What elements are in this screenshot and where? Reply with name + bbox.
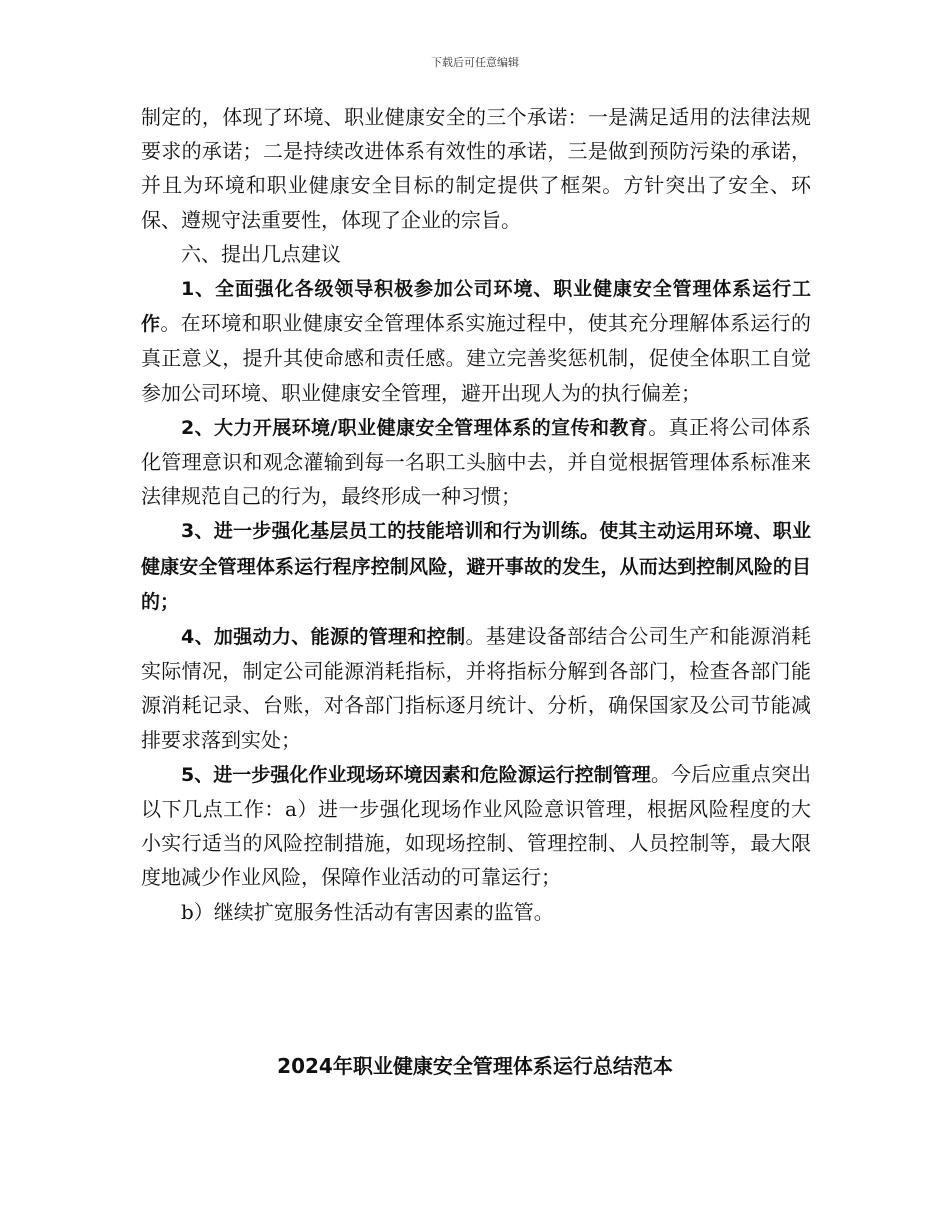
suggestion-4 <box>141 619 811 757</box>
page-header: 下载后可任意编辑 <box>431 56 519 69</box>
suggestion-5-title: 5、进一步强化作业现场环境因素和危险源运行控制管理 <box>181 763 651 786</box>
suggestion-5-item-b: b）继续扩宽服务性活动有害因素的监管。 <box>181 899 554 924</box>
suggestion-5-text: 。今后应重点突出以下几点工作：a）进一步强化现场作业风险意识管理，根据风险程度的大小实行适当的风险控制措施，如现场控制、管理控制、人员控制等，最大限度地减少作业风险，保障作业活动的可靠运行； <box>141 761 811 890</box>
suggestion-3-title: 3、进一步强化基层员工的技能培训和行为训练。使其主动运用环境、职业健康安全管理体系运行程序控制风险，避开事故的发生，从而达到控制风险的目的； <box>141 520 811 613</box>
suggestion-1-title: 1、全面强化各级领导积极参加公司环境、职业健康安全管理体系运行工作 <box>141 278 811 336</box>
suggestion-1 <box>141 271 811 410</box>
suggestion-4-title: 4、加强动力、能源的管理和控制 <box>181 626 466 649</box>
suggestion-2-title: 2、大力开展环境/职业健康安全管理体系的宣传和教育 <box>181 416 649 439</box>
suggestion-2-text: 。真正将公司体系化管理意识和观念灌输到每一名职工头脑中去，并自觉根据管理体系标准来法律规范自己的行为，最终形成一种习惯； <box>141 414 811 509</box>
section-heading-suggestions: 六、提出几点建议 <box>181 241 341 266</box>
paragraph-policy-continuation: 制定的，体现了环境、职业健康安全的三个承诺：一是满足适用的法律法规要求的承诺；二是持续改进体系有效性的承诺，三是做到预防污染的承诺，并且为环境和职业健康安全目标的制定提供了框架。方针突出了安全、环保、遵规守法重要性，体现了企业的宗旨。 <box>141 105 811 232</box>
suggestion-3 <box>141 513 811 619</box>
suggestion-2 <box>141 410 811 514</box>
document-body <box>141 100 811 929</box>
suggestion-1-text: 。在环境和职业健康安全管理体系实施过程中，使其充分理解体系运行的真正意义，提升其使命感和责任感。建立完善奖惩机制，促使全体职工自觉参加公司环境、职业健康安全管理，避开出现人为的执行偏差； <box>141 311 811 405</box>
template-title: 2024年职业健康安全管理体系运行总结范本 <box>277 1054 673 1078</box>
suggestion-5 <box>141 757 811 895</box>
suggestion-4-text: 。基建设备部结合公司生产和能源消耗实际情况，制定公司能源消耗指标，并将指标分解到各部门，检查各部门能源消耗记录、台账，对各部门指标逐月统计、分析，确保国家及公司节能减排要求落到实处； <box>141 624 811 752</box>
